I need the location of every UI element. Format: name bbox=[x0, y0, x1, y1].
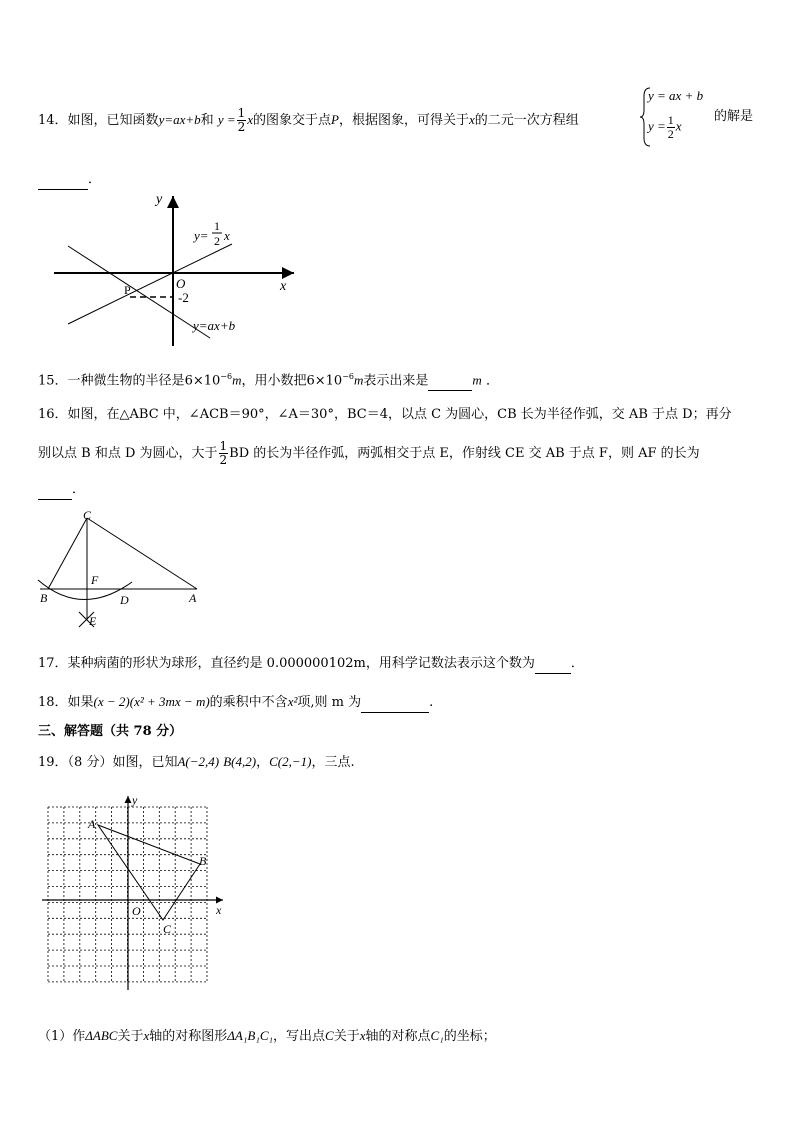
line-half-x bbox=[68, 244, 232, 324]
q14-answer-blank: ． bbox=[38, 170, 101, 190]
q16-figure bbox=[32, 508, 207, 633]
q14-figure bbox=[50, 188, 300, 348]
svg-text:x: x bbox=[224, 228, 230, 243]
q16-line2: 别以点 B 和点 D 为圆心，大于 $\frac{1}{2}$ BD 的长为半径作弧，两弧相交于点 E，作射线 CE 交 AB 于点 F，则 AF 的长为 bbox=[38, 439, 700, 467]
fraction-half: $\frac{1}{2}$ bbox=[237, 106, 246, 134]
equation-system bbox=[640, 86, 710, 148]
q14-text: 14．如图，已知函数y=ax+b和 y = $\frac{1}{2}$ x的图象交于点P，根据图象，可得关于x的二元一次方程组 bbox=[38, 106, 579, 134]
svg-text:1: 1 bbox=[214, 219, 220, 233]
svg-text:D: D bbox=[120, 593, 129, 607]
svg-text:A: A bbox=[189, 591, 197, 605]
segment-CB bbox=[48, 518, 87, 589]
section-header: 三、解答题（共 78 分） bbox=[38, 724, 183, 739]
q19-sub1: （1）作ΔABC关于x轴的对称图形ΔA₁B₁C₁，写出点C关于x轴的对称点C₁的坐标； bbox=[38, 1028, 496, 1044]
label-x: x bbox=[280, 279, 287, 294]
segment-CA bbox=[87, 518, 197, 589]
q19-grid-figure bbox=[40, 792, 230, 992]
svg-text:O: O bbox=[132, 904, 141, 918]
q16-line1: 16．如图，在△ABC 中，∠ACB＝90°，∠A＝30°，BC＝4，以点 C 为圆心，CB 长为半径作弧，交 AB 于点 D；再分 bbox=[38, 407, 732, 422]
label-line2: y=ax+b bbox=[193, 318, 236, 333]
q19-text: 19．（8 分）如图，已知A(−2,4) B(4,2)，C(2,−1)，三点. bbox=[38, 754, 355, 770]
system-eq2: y = $\frac{1}{2}$ x bbox=[648, 113, 682, 141]
svg-text:B: B bbox=[199, 854, 207, 868]
label-O: O bbox=[176, 276, 186, 291]
label-P: P bbox=[124, 283, 131, 297]
svg-text:A: A bbox=[88, 817, 96, 831]
system-eq1: y = ax + b bbox=[648, 88, 704, 103]
svg-text:C: C bbox=[163, 922, 172, 936]
triangle-ABC bbox=[98, 825, 200, 920]
label-y: y bbox=[156, 192, 163, 207]
svg-text:y: y bbox=[132, 793, 138, 807]
svg-text:C: C bbox=[83, 508, 92, 522]
q18-text: 18．如果(x − 2)(x² + 3mx − m)的乘积中不含x²项,则 m 为 . bbox=[38, 692, 433, 713]
label-minus2: -2 bbox=[178, 290, 189, 305]
svg-text:2: 2 bbox=[214, 234, 220, 248]
svg-text:B: B bbox=[40, 591, 48, 605]
svg-text:x: x bbox=[216, 903, 222, 917]
q17-text: 17．某种病菌的形状为球形，直径约是 0.000000102m，用科学记数法表示这个数为 ． bbox=[38, 654, 584, 674]
label-line1: y= bbox=[194, 228, 209, 243]
svg-text:F: F bbox=[91, 573, 99, 587]
q16-answer-blank: ． bbox=[38, 480, 85, 500]
q15-text: 15．一种微生物的半径是$6\times 10^{-6}m$，用小数把$6\times 10^{-6}m$表示出来是 m ． bbox=[38, 367, 499, 391]
arc-BD bbox=[38, 580, 132, 600]
svg-text:E: E bbox=[89, 614, 97, 628]
q14-text-end: 的解是 bbox=[714, 109, 754, 124]
